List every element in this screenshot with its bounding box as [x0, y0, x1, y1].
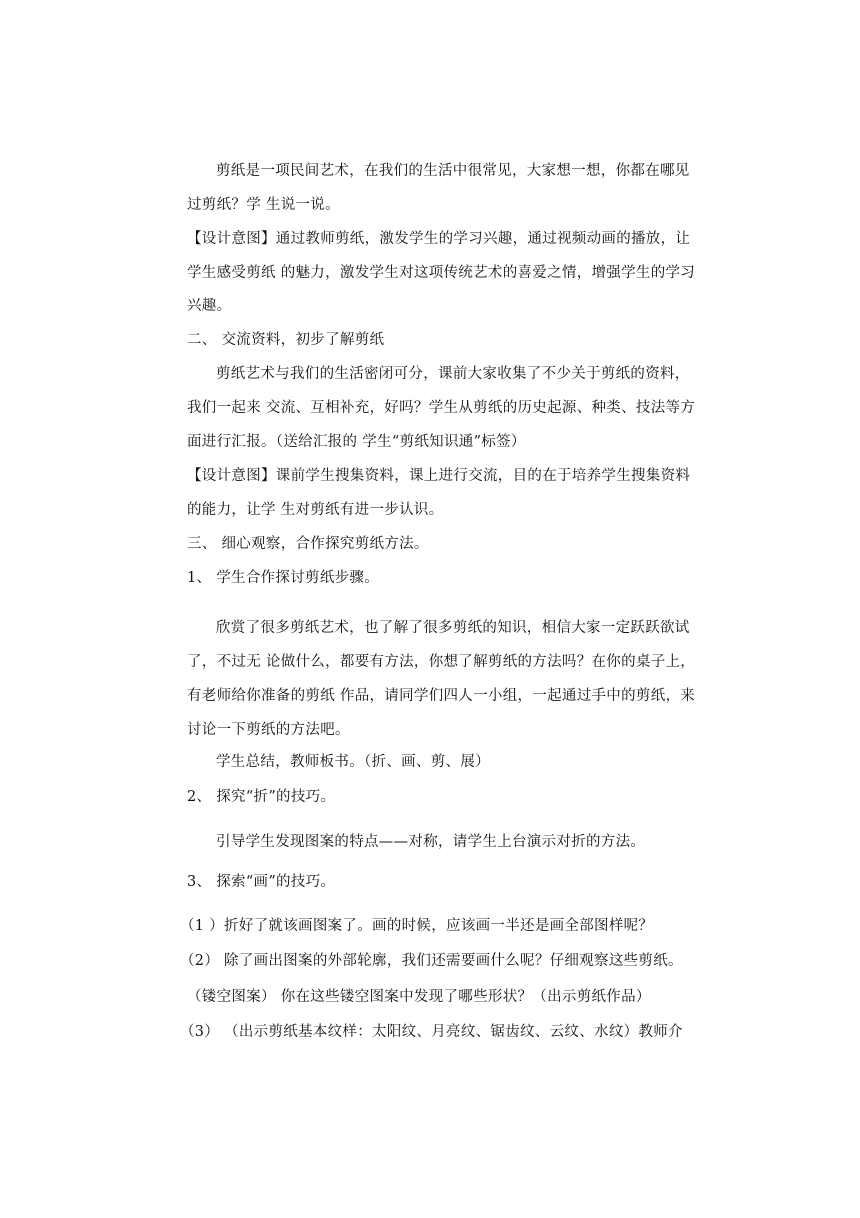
paragraph-line: 剪纸是一项民间艺术，在我们的生活中很常见，大家想一想，你都在哪见 — [216, 163, 690, 179]
list-item: （1 ）折好了就该画图案了。画的时候，应该画一半还是画全部图样呢？ — [180, 918, 654, 934]
paragraph-line: 兴趣。 — [187, 298, 232, 314]
paragraph-line: 面进行汇报。（送给汇报的 学生“剪纸知识通”标签） — [187, 434, 526, 450]
numbered-heading: 3、 探索“画”的技巧。 — [187, 874, 336, 890]
paragraph-line: 我们一起来 交流、互相补充，好吗？学生从剪纸的历史起源、种类、技法等方 — [187, 400, 696, 416]
paragraph-line: 讨论一下剪纸的方法吧。 — [187, 722, 350, 738]
numbered-heading: 1、 学生合作探讨剪纸步骤。 — [187, 570, 380, 586]
paragraph-line: 学生总结，教师板书。（折、画、剪、展） — [216, 754, 490, 770]
paragraph-line: 引导学生发现图案的特点——对称，请学生上台演示对折的方法。 — [216, 834, 646, 850]
paragraph-line: 的能力，让学 生对剪纸有进一步认识。 — [187, 502, 444, 518]
paragraph-line: 欣赏了很多剪纸艺术，也了解了很多剪纸的知识，相信大家一定跃跃欲试 — [216, 620, 690, 636]
design-intent-line: 【设计意图】课前学生搜集资料，课上进行交流，目的在于培养学生搜集资料 — [187, 468, 691, 484]
paragraph-line: 学生感受剪纸 的魅力，激发学生对这项传统艺术的喜爱之情，增强学生的学习 — [187, 265, 696, 281]
design-intent-line: 【设计意图】通过教师剪纸，激发学生的学习兴趣，通过视频动画的播放，让 — [187, 231, 691, 247]
list-item: （2） 除了画出图案的外部轮廓，我们还需要画什么呢？仔细观察这些剪纸。 — [180, 953, 683, 969]
paragraph-line: （镂空图案） 你在这些镂空图案中发现了哪些形状？（出示剪纸作品） — [187, 989, 651, 1005]
list-item: （3） （出示剪纸基本纹样：太阳纹、月亮纹、锯齿纹、云纹、水纹）教师介 — [180, 1024, 683, 1040]
numbered-heading: 2、 探究“折”的技巧。 — [187, 789, 336, 805]
section-heading: 三、 细心观察，合作探究剪纸方法。 — [187, 536, 429, 552]
paragraph-line: 有老师给你准备的剪纸 作品，请同学们四人一小组，一起通过手中的剪纸，来 — [187, 688, 696, 704]
paragraph-line: 过剪纸？学 生说一说。 — [187, 197, 340, 213]
paragraph-line: 剪纸艺术与我们的生活密闭可分，课前大家收集了不少关于剪纸的资料， — [216, 366, 690, 382]
paragraph-line: 了，不过无 论做什么，都要有方法，你想了解剪纸的方法吗？在你的桌子上， — [187, 654, 696, 670]
section-heading: 二、 交流资料，初步了解剪纸 — [187, 332, 385, 348]
